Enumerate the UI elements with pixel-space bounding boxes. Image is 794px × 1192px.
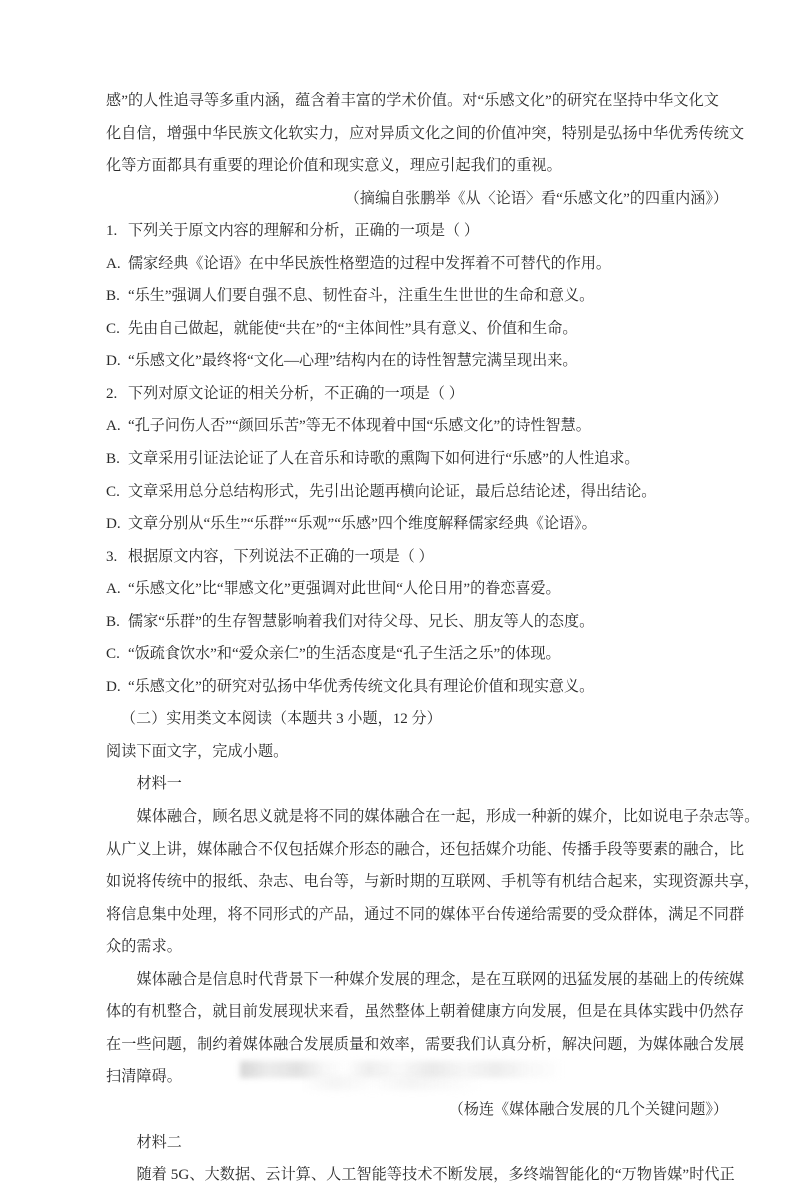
material-one-p2-line: 媒体融合是信息时代背景下一种媒介发展的理念，是在互联网的迅猛发展的基础上的传统媒: [136, 971, 745, 988]
material-one-p1-line: 如说将传统中的报纸、杂志、电台等，与新时期的互联网、手机等有机结合起来，实现资源共享，: [106, 874, 760, 891]
question-2-option-c[interactable]: [106, 476, 730, 509]
option-letter: C.: [106, 646, 120, 663]
option-letter: A.: [106, 581, 121, 598]
question-2-option-b[interactable]: [106, 443, 730, 476]
option-letter: A.: [106, 255, 121, 272]
material-one-p1-line: 将信息集中处理，将不同形式的产品，通过不同的媒体平台传递给需要的受众群体，满足不同群: [106, 906, 745, 923]
redacted-watermark-band-secondary: [300, 1076, 480, 1090]
passage-one-tail: [106, 85, 745, 215]
question-1-number: 1.: [106, 223, 118, 240]
material-one-p1-line: 媒体融合，顾名思义就是将不同的媒体融合在一起，形成一种新的媒介，比如说电子杂志等。: [136, 809, 760, 826]
option-text: 儒家“乐群”的生存智慧影响着我们对待父母、兄长、朋友等人的态度。: [128, 613, 595, 630]
question-2-option-a[interactable]: [106, 410, 730, 443]
question-2-number: 2.: [106, 385, 118, 402]
question-1-option-a[interactable]: [106, 248, 730, 281]
material-two-label: 材料二: [136, 1134, 182, 1151]
question-3-number: 3.: [106, 548, 118, 565]
question-3-stem-text: 根据原文内容，下列说法不正确的一项是（ ）: [128, 548, 434, 565]
question-2-stem-text: 下列对原文论证的相关分析，不正确的一项是（ ）: [128, 385, 464, 402]
option-text: “乐生”强调人们要自强不息、韧性奋斗，注重生生世世的生命和意义。: [128, 288, 595, 305]
option-text: “乐感文化”最终将“文化—心理”结构内在的诗性智慧完满呈现出来。: [128, 353, 578, 370]
material-one-p2-line: 体的有机整合，就目前发展现状来看，虽然整体上朝着健康方向发展，但是在具体实践中仍然存: [106, 1004, 745, 1021]
passage-line: 化自信，增强中华民族文化软实力，应对异质文化之间的价值冲突，特别是弘扬中华优秀传统文: [106, 125, 745, 142]
question-3-option-d[interactable]: [106, 671, 730, 704]
option-text: 先由自己做起，就能使“共在”的“主体间性”具有意义、价值和生命。: [128, 320, 578, 337]
option-letter: C.: [106, 483, 120, 500]
material-one-label: 材料一: [136, 776, 182, 793]
option-text: 儒家经典《论语》在中华民族性格塑造的过程中发挥着不可替代的作用。: [128, 255, 612, 272]
question-1-stem: [106, 215, 730, 248]
material-one-p2-line: 扫清障碍。: [106, 1069, 182, 1086]
option-text: “乐感文化”比“罪感文化”更强调对此世间“人伦日用”的眷恋喜爱。: [128, 581, 561, 598]
option-text: 文章分别从“乐生”“乐群”“乐观”“乐感”四个维度解释儒家经典《论语》。: [128, 516, 597, 533]
page-content: [106, 85, 760, 1192]
section-two-instruction: 阅读下面文字，完成小题。: [106, 743, 289, 760]
material-one-p2-line: 在一些问题，制约着媒体融合发展质量和效率，需要我们认真分析，解决问题，为媒体融合发展: [106, 1036, 745, 1053]
material-one-p1-line: 众的需求。: [106, 939, 182, 956]
option-text: 文章采用引证法论证了人在音乐和诗歌的熏陶下如何进行“乐感”的人性追求。: [128, 451, 640, 468]
question-1-option-b[interactable]: [106, 280, 730, 313]
option-letter: D.: [106, 353, 121, 370]
material-one-p1-line: 从广义上讲，媒体融合不仅包括媒介形态的融合，还包括媒介功能、传播手段等要素的融合，比: [106, 841, 745, 858]
question-1-stem-text: 下列关于原文内容的理解和分析，正确的一项是（ ）: [128, 223, 479, 240]
passage-line: 化等方面都具有重要的理论价值和现实意义，理应引起我们的重视。: [106, 158, 562, 175]
option-text: “饭疏食饮水”和“爱众亲仁”的生活态度是“孔子生活之乐”的体现。: [128, 646, 561, 663]
option-letter: C.: [106, 320, 120, 337]
passage-one-citation: （摘编自张鹏举《从〈论语〉看“乐感文化”的四重内涵》）: [344, 190, 728, 207]
option-letter: B.: [106, 451, 120, 468]
option-text: 文章采用总分总结构形式，先引出论题再横向论证，最后总结论述，得出结论。: [128, 483, 657, 500]
material-two-line: 随着 5G、大数据、云计算、人工智能等技术不断发展，多终端智能化的“万物皆媒”时代正: [136, 1167, 735, 1184]
section-two-heading: （二）实用类文本阅读（本题共 3 小题，12 分）: [121, 711, 442, 728]
question-3-stem: [106, 541, 730, 574]
option-letter: B.: [106, 613, 120, 630]
option-letter: D.: [106, 678, 121, 695]
question-3-option-c[interactable]: [106, 638, 730, 671]
question-3: [106, 541, 730, 704]
question-2: [106, 378, 730, 541]
question-1-option-d[interactable]: [106, 345, 730, 378]
question-3-option-b[interactable]: [106, 606, 730, 639]
option-text: “乐感文化”的研究对弘扬中华优秀传统文化具有理论价值和现实意义。: [128, 678, 595, 695]
option-letter: D.: [106, 516, 121, 533]
question-1-option-c[interactable]: [106, 313, 730, 346]
material-one-citation: （杨连《媒体融合发展的几个关键问题》）: [448, 1101, 728, 1118]
question-3-option-a[interactable]: [106, 573, 730, 606]
section-two: [106, 703, 760, 1191]
passage-line: 感”的人性追寻等多重内涵，蕴含着丰富的学术价值。对“乐感文化”的研究在坚持中华文化文: [106, 93, 719, 109]
question-1: [106, 215, 730, 378]
option-text: “孔子问伤人否”“颜回乐苦”等无不体现着中国“乐感文化”的诗性智慧。: [128, 418, 591, 435]
question-2-stem: [106, 378, 730, 411]
option-letter: A.: [106, 418, 121, 435]
question-2-option-d[interactable]: [106, 508, 730, 541]
option-letter: B.: [106, 288, 120, 305]
